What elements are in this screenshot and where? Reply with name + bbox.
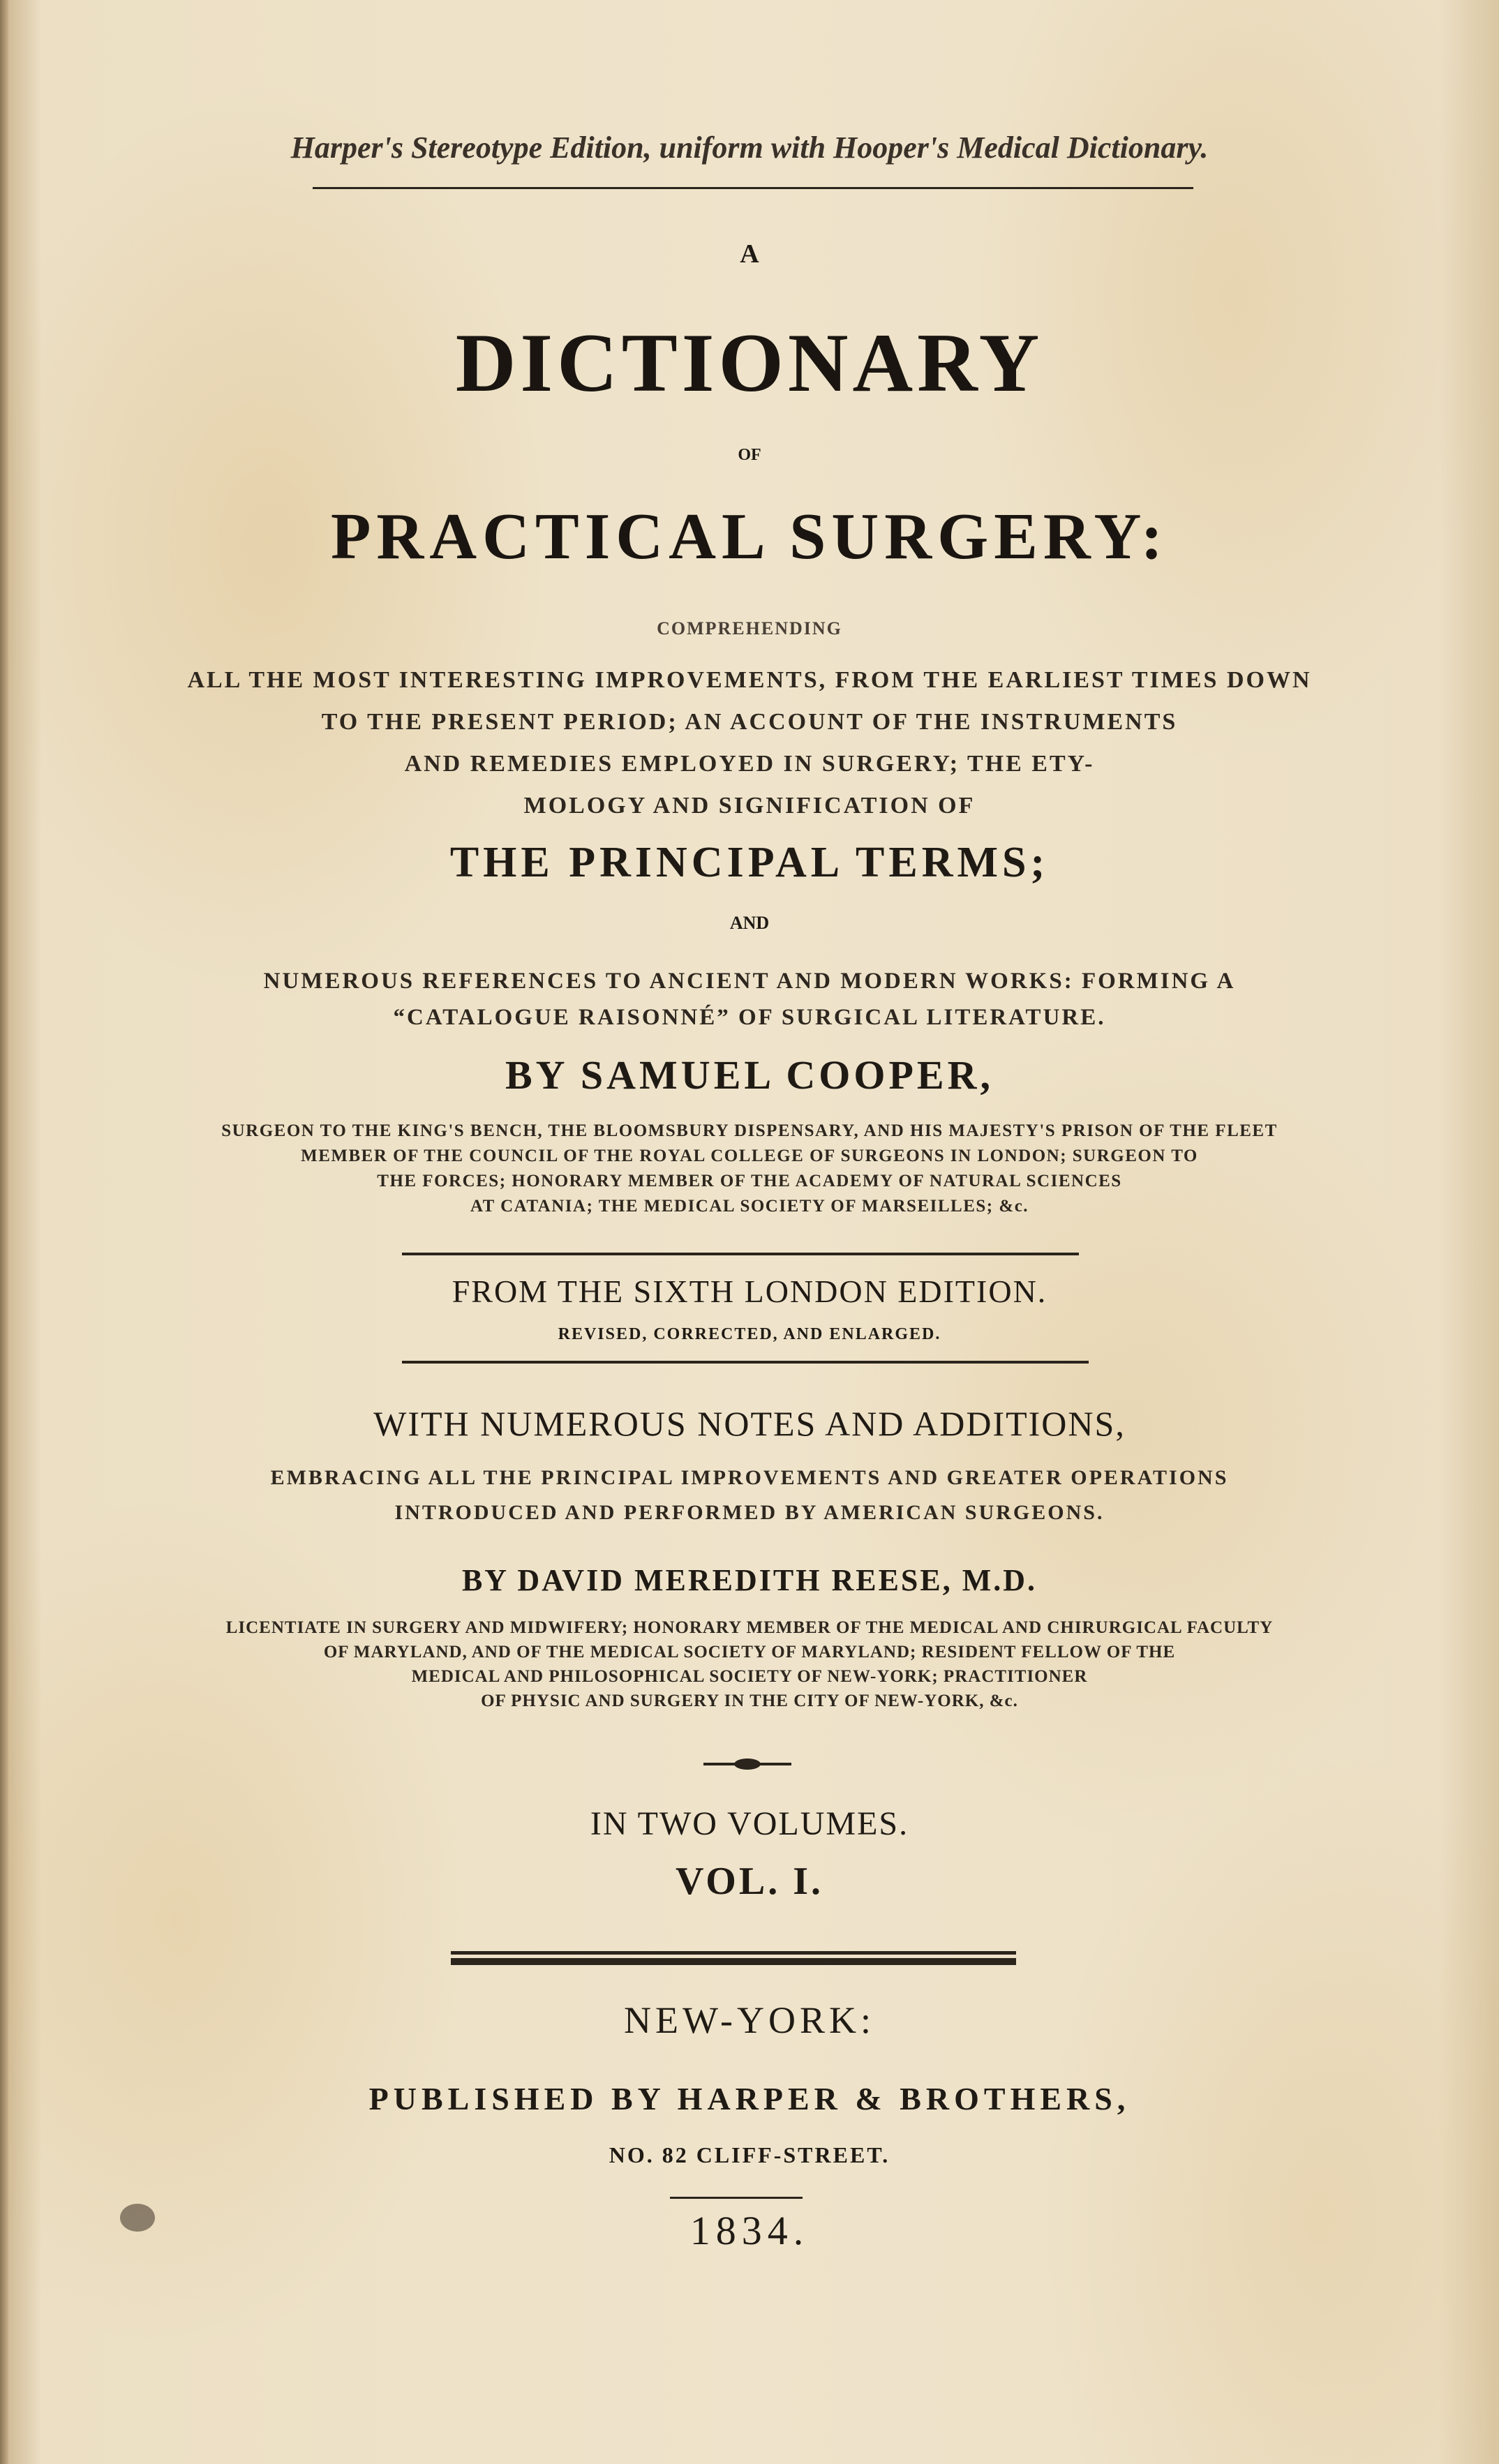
embracing-line: INTRODUCED AND PERFORMED BY AMERICAN SURGEONS.	[394, 1501, 1105, 1524]
editor-credential-line: MEDICAL AND PHILOSOPHICAL SOCIETY OF NEW-YORK; PRACTITIONER	[411, 1667, 1088, 1686]
editor-credential-line: LICENTIATE IN SURGERY AND MIDWIFERY; HONORARY MEMBER OF THE MEDICAL AND CHIRURGICAL FACULTY	[225, 1618, 1274, 1637]
editor-credential-line: OF PHYSIC AND SURGERY IN THE CITY OF NEW-YORK, &c.	[481, 1692, 1018, 1710]
ink-blot	[120, 2204, 155, 2232]
editor-credential-line: OF MARYLAND, AND OF THE MEDICAL SOCIETY OF MARYLAND; RESIDENT FELLOW OF THE	[323, 1643, 1176, 1662]
imprint-year: 1834.	[689, 2208, 810, 2253]
references-line: “CATALOGUE RAISONNÉ” OF SURGICAL LITERATURE.	[393, 1005, 1106, 1030]
edition-rule-bottom	[402, 1361, 1089, 1364]
author-credential-line: SURGEON TO THE KING'S BENCH, THE BLOOMSBURY DISPENSARY, AND HIS MAJESTY'S PRISON OF THE FLEET	[221, 1121, 1278, 1140]
imprint-publisher: PUBLISHED BY HARPER & BROTHERS,	[368, 2081, 1131, 2116]
author-name: BY SAMUEL COOPER,	[505, 1052, 994, 1098]
notes-statement: WITH NUMEROUS NOTES AND ADDITIONS,	[373, 1404, 1126, 1443]
comprehending-label: COMPREHENDING	[657, 618, 842, 639]
and-word: AND	[729, 913, 770, 933]
edition-rule-top	[402, 1253, 1079, 1255]
author-credential-line: AT CATANIA; THE MEDICAL SOCIETY OF MARSEILLES; &c.	[470, 1197, 1029, 1216]
description-line: ALL THE MOST INTERESTING IMPROVEMENTS, FROM THE EARLIEST TIMES DOWN	[187, 667, 1312, 693]
title-article: A	[740, 239, 759, 269]
ornament-dot	[734, 1759, 761, 1770]
principal-terms: THE PRINCIPAL TERMS;	[449, 839, 1050, 886]
author-credential-line: MEMBER OF THE COUNCIL OF THE ROYAL COLLEGE OF SURGEONS IN LONDON; SURGEON TO	[301, 1147, 1198, 1165]
edition-statement: FROM THE SIXTH LONDON EDITION.	[452, 1274, 1047, 1309]
description-line: MOLOGY AND SIGNIFICATION OF	[523, 793, 976, 819]
imprint-rule-thin	[451, 1951, 1016, 1955]
year-rule	[670, 2197, 803, 2199]
editor-name: BY DAVID MEREDITH REESE, M.D.	[461, 1563, 1038, 1597]
description-line: TO THE PRESENT PERIOD; AN ACCOUNT OF THE INSTRUMENTS	[321, 709, 1178, 735]
header-rule	[313, 187, 1193, 189]
imprint-rule-thick	[451, 1958, 1016, 1965]
description-line: AND REMEDIES EMPLOYED IN SURGERY; THE ETY-	[404, 751, 1095, 777]
header-note: Harper's Stereotype Edition, uniform with Hooper's Medical Dictionary.	[290, 130, 1209, 165]
author-credential-line: THE FORCES; HONORARY MEMBER OF THE ACADEMY OF NATURAL SCIENCES	[377, 1172, 1122, 1190]
volumes-statement: IN TWO VOLUMES.	[590, 1805, 909, 1842]
revised-statement: REVISED, CORRECTED, AND ENLARGED.	[558, 1325, 941, 1343]
title-sub: PRACTICAL SURGERY:	[330, 500, 1169, 573]
imprint-address: NO. 82 CLIFF-STREET.	[609, 2142, 890, 2167]
title-of: OF	[738, 446, 761, 464]
imprint-city: NEW-YORK:	[624, 1999, 875, 2041]
volume-number: VOL. I.	[675, 1860, 824, 1903]
references-line: NUMEROUS REFERENCES TO ANCIENT AND MODERN WORKS: FORMING A	[263, 969, 1236, 994]
title-main: DICTIONARY	[455, 316, 1044, 409]
embracing-line: EMBRACING ALL THE PRINCIPAL IMPROVEMENTS AND GREATER OPERATIONS	[270, 1466, 1229, 1489]
